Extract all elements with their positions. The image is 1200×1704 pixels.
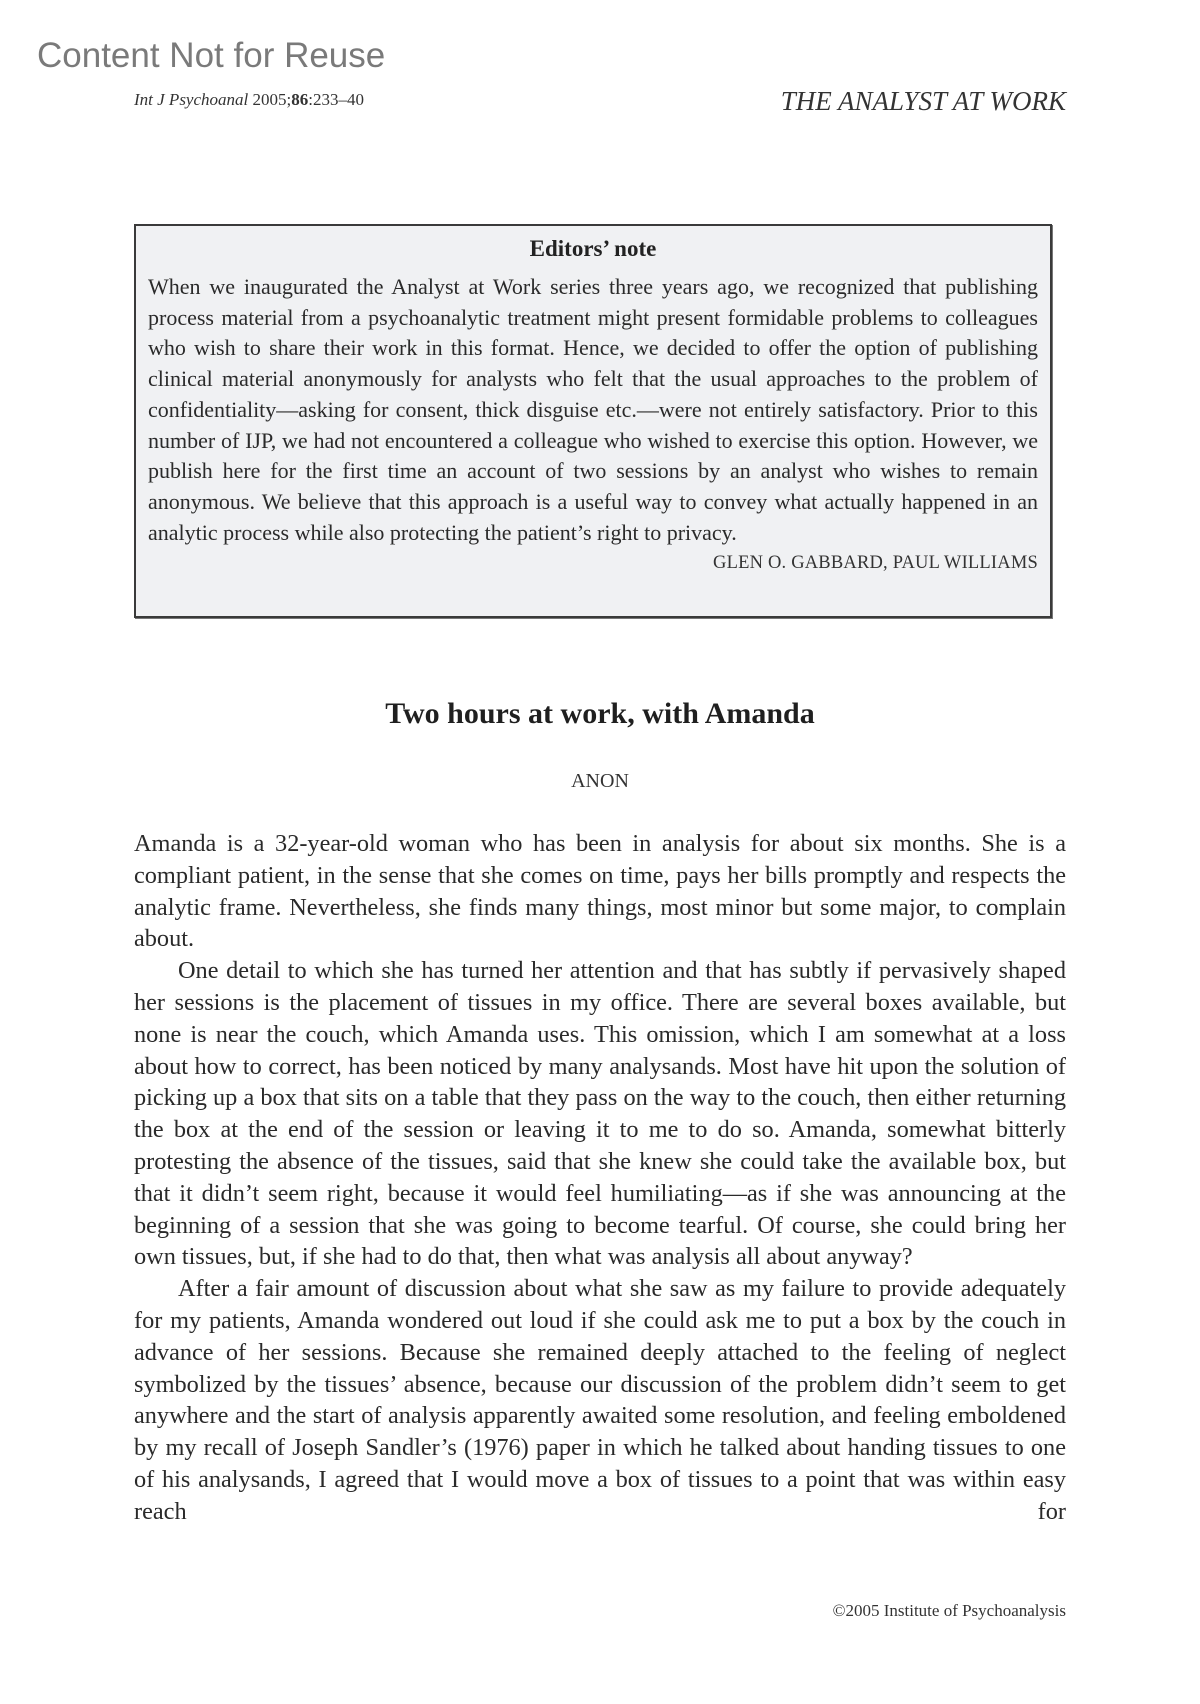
paragraph: One detail to which she has turned her attention and that has subtly if pervasively shaped her sessions is the placement of tissues in my office. There are several boxes available, but none is near the couch, which Amanda uses. This omission, which I am somewhat at a loss about how to correct, has been noticed by many analysands. Most have hit upon the solution of picking up a box that sits on a table that they pass on the way to the couch, then either returning the box at the end of the session or leaving it to me to do so. Amanda, somewhat bitterly protesting the absence of the tissues, said that she knew she could take the available box, but that it didn’t seem right, because it would feel humiliating—as if she was announcing at the beginning of a session that she was going to become tearful. Of course, she could bring her own tissues, but, if she had to do that, then what was analysis all about anyway?	[134, 957, 1066, 1271]
journal-volume: 86	[291, 90, 309, 109]
editors-note-title: Editors’ note	[529, 236, 657, 261]
article-title: Two hours at work, with Amanda	[385, 697, 815, 730]
paragraph: Amanda is a 32-year-old woman who has been in analysis for about six months. She is a compliant patient, in the sense that she comes on time, pays her bills promptly and respects the analytic frame. Nevertheless, she finds many things, most minor but some major, to complain about.	[134, 830, 1066, 953]
copyright-notice: ©2005 Institute of Psychoanalysis	[832, 1601, 1066, 1620]
watermark: Content Not for Reuse	[37, 36, 386, 75]
editors-note-box	[134, 224, 1052, 618]
editors-note-signature: GLEN O. GABBARD, PAUL WILLIAMS	[713, 553, 1038, 574]
running-head: THE ANALYST AT WORK	[780, 86, 1066, 116]
editors-note-body: When we inaugurated the Analyst at Work series three years ago, we recognized that publishing process material from a psychoanalytic treatment might present formidable problems to colleagues who wish to share their work in this format. Hence, we decided to offer the option of publishing clinical material anonymously for analysts who felt that the usual approaches to the problem of confidentiality—asking for consent, thick disguise etc.—were not entirely satisfactory. Prior to this number of IJP, we had not encountered a colleague who wished to exercise this option. However, we publish here for the first time an account of two sessions by an analyst who wishes to remain anonymous. We believe that this approach is a useful way to convey what actually happened in an analytic process while also protecting the patient’s right to privacy.	[148, 274, 1038, 545]
journal-citation	[134, 90, 364, 110]
paragraph: After a fair amount of discussion about what she saw as my failure to provide adequately for my patients, Amanda wondered out loud if she could ask me to put a box by the couch in advance of her sessions. Because she remained deeply attached to the feeling of neglect symbolized by the tissues’ absence, because our discussion of the problem didn’t seem to get anywhere and the start of analysis apparently awaited some resolution, and feeling emboldened by my recall of Joseph Sandler’s (1976) paper in which he talked about handing tissues to one of his analysands, I agreed that I would move a box of tissues to a point that was within easy reach for	[134, 1275, 1066, 1525]
article-body	[134, 828, 1066, 1528]
journal-pages: :233–40	[308, 90, 364, 109]
article-author: ANON	[571, 770, 629, 792]
journal-year: 2005;	[252, 90, 292, 109]
journal-name: Int J Psychoanal	[134, 90, 249, 109]
